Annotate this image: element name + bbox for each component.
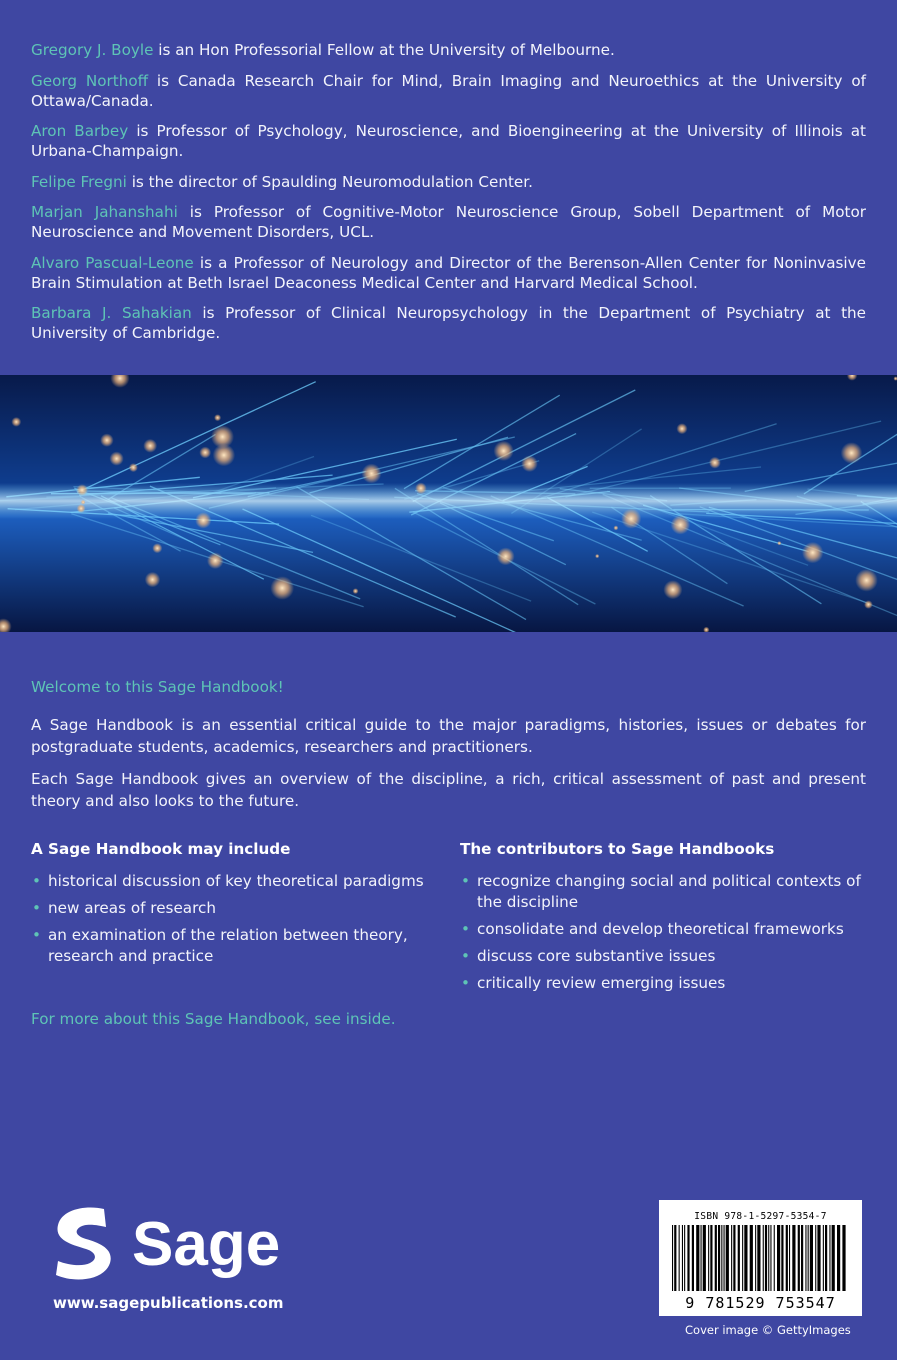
list-item-text: recognize changing social and political contexts of the discipline [477,872,861,911]
barcode-bar [774,1225,775,1291]
bio-text: is the director of Spaulding Neuromodulation Center. [126,172,533,191]
may-include-list [31,871,441,973]
glow-node [497,548,515,566]
glow-node [521,455,538,472]
barcode-bar [682,1225,683,1291]
bio-text: is Professor of Psychology, Neuroscience, and Bioengineering at the University of Illinois at Urbana-Champaign. [31,122,866,160]
bio-name: Felipe Fregni [31,172,127,191]
glow-node [213,444,235,466]
contributors-list [460,871,870,1000]
welcome-heading: Welcome to this Sage Handbook! [31,678,284,696]
barcode-bar [770,1225,771,1291]
glow-node [100,434,113,447]
bio-item [31,172,866,192]
barcode-icon [672,1225,848,1291]
list-item [460,973,870,994]
barcode-bar [672,1225,673,1291]
publisher-url[interactable]: www.sagepublications.com [53,1294,284,1312]
barcode-bar [721,1225,722,1291]
bullet-icon: • [461,974,470,992]
barcode-bar [742,1225,743,1291]
barcode-bar [708,1225,709,1291]
overview-paragraph: Each Sage Handbook gives an overview of the discipline, a rich, critical assessment of past and present theory and also looks to the future. [31,770,866,810]
list-item [460,871,870,913]
bullet-icon: • [461,872,470,890]
barcode-bar [687,1225,689,1291]
glow-node [195,512,211,528]
barcode-bar [692,1225,694,1291]
glow-node [621,509,641,529]
barcode-bar [674,1225,676,1291]
barcode-bar [808,1225,809,1291]
glow-node [802,542,823,563]
glow-node [415,483,427,495]
list-item [31,925,441,967]
barcode-bar [825,1225,827,1291]
bullet-icon: • [461,920,470,938]
list-item-text: new areas of research [48,899,216,917]
bio-text: is Professor of Clinical Neuropsychology in the Department of Psychiatry at the University of Cambridge. [31,304,866,342]
bio-name: Barbara J. Sahakian [31,304,192,322]
more-info-link: For more about this Sage Handbook, see inside. [31,1010,396,1028]
barcode-bar [763,1225,764,1291]
glow-node [110,452,124,466]
list-item-text: an examination of the relation between theory, research and practice [48,926,408,965]
barcode-bar [801,1225,803,1291]
barcode-bar [792,1225,795,1291]
barcode-bar [726,1225,729,1291]
barcode-bar [837,1225,840,1291]
barcode-bar [696,1225,699,1291]
bio-name: Gregory J. Boyle [31,41,154,59]
glow-node [595,554,599,558]
contributors-heading: The contributors to Sage Handbooks [460,840,775,858]
bio-text: is Canada Research Chair for Mind, Brain Imaging and Neuroethics at the University of Ottawa/Canada. [31,71,866,110]
glow-node [207,552,224,569]
bio-item [31,40,866,60]
glow-node [777,541,781,545]
glow-node [214,414,221,421]
barcode-bar [815,1225,816,1291]
sage-s-icon [56,1208,111,1280]
glow-node [81,500,86,505]
may-include-heading: A Sage Handbook may include [31,840,291,858]
bio-item [31,253,866,293]
barcode-bar [777,1225,780,1291]
intro-paragraph: A Sage Handbook is an essential critical guide to the major paradigms, histories, issues or debates for postgraduate students, academics, researchers and practitioners. [31,716,866,756]
bio-name: Alvaro Pascual-Leone [31,253,194,272]
barcode-bar [832,1225,835,1291]
bio-text: is an Hon Professorial Fellow at the University of Melbourne. [153,41,615,59]
barcode-bar [750,1225,753,1291]
isbn-number: 9 781529 753547 [685,1294,836,1312]
list-item-text: historical discussion of key theoretical paradigms [48,872,424,890]
barcode-bar [701,1225,702,1291]
barcode-bar [798,1225,800,1291]
list-item [31,871,441,892]
glow-node [129,463,138,472]
barcode-bar [842,1225,845,1291]
barcode-bar [703,1225,706,1291]
isbn-barcode-box [659,1200,862,1316]
bullet-icon: • [32,899,41,917]
bio-name: Georg Northoff [31,71,149,90]
sage-wordmark: Sage [132,1210,281,1279]
list-item-text: consolidate and develop theoretical frameworks [477,920,844,938]
barcode-bar [679,1225,680,1291]
bullet-icon: • [461,947,470,965]
list-item [31,898,441,919]
isbn-label: ISBN 978-1-5297-5354-7 [694,1211,827,1222]
barcode-bar [684,1225,685,1291]
cover-image-credit: Cover image © GettyImages [685,1323,851,1337]
list-item-text: critically review emerging issues [477,974,726,992]
glow-node [614,526,619,531]
barcode-bar [817,1225,820,1291]
bio-text: is Professor of Cognitive-Motor Neuroscience Group, Sobell Department of Motor Neuroscience and Movement Disorders, UCL. [31,203,866,241]
barcode-bar [757,1225,760,1291]
glow-node [199,447,211,459]
barcode-bar [786,1225,788,1291]
glow-node [663,580,682,599]
bullet-icon: • [32,872,41,890]
bio-name: Marjan Jahanshahi [31,203,178,221]
sage-logo [52,1203,292,1283]
glow-node [11,417,21,427]
glow-node [494,441,514,461]
barcode-bar [755,1225,756,1291]
bio-text: is a Professor of Neurology and Director of the Berenson-Allen Center for Noninvasive Brain Stimulation at Beth Israel Deaconess Medical Center and Harvard Medical School. [31,253,866,292]
barcode-bar [805,1225,806,1291]
barcode-bar [810,1225,813,1291]
bullet-icon: • [32,926,41,944]
bio-item [31,71,866,111]
glow-node [709,457,721,469]
glow-node [671,515,690,534]
barcode-bar [738,1225,740,1291]
glow-node [270,576,294,600]
author-bios [31,40,866,354]
glow-node [841,442,863,464]
glow-node [152,543,162,553]
bio-item [31,202,866,242]
glow-node [677,423,688,434]
barcode-bar [823,1225,824,1291]
barcode-bar [765,1225,767,1291]
glow-node [143,439,157,453]
glow-node [855,569,878,592]
glow-node [145,572,160,587]
barcode-bar [829,1225,830,1291]
list-item [460,919,870,940]
glow-node [77,504,86,513]
glow-node [353,588,359,594]
list-item [460,946,870,967]
glow-node [76,484,88,496]
glow-node [362,464,382,484]
barcode-bar [733,1225,735,1291]
barcode-bar [724,1225,725,1291]
barcode-bar [768,1225,769,1291]
barcode-bar [781,1225,783,1291]
barcode-bar [715,1225,717,1291]
barcode-bar [789,1225,790,1291]
barcode-bar [710,1225,712,1291]
list-item-text: discuss core substantive issues [477,947,716,965]
bio-name: Aron Barbey [31,122,129,140]
barcode-bar [744,1225,747,1291]
cover-hero-image [0,375,897,632]
barcode-bar [731,1225,732,1291]
bio-item [31,303,866,343]
barcode-bar [718,1225,720,1291]
bio-item [31,121,866,161]
glow-node [864,600,873,609]
